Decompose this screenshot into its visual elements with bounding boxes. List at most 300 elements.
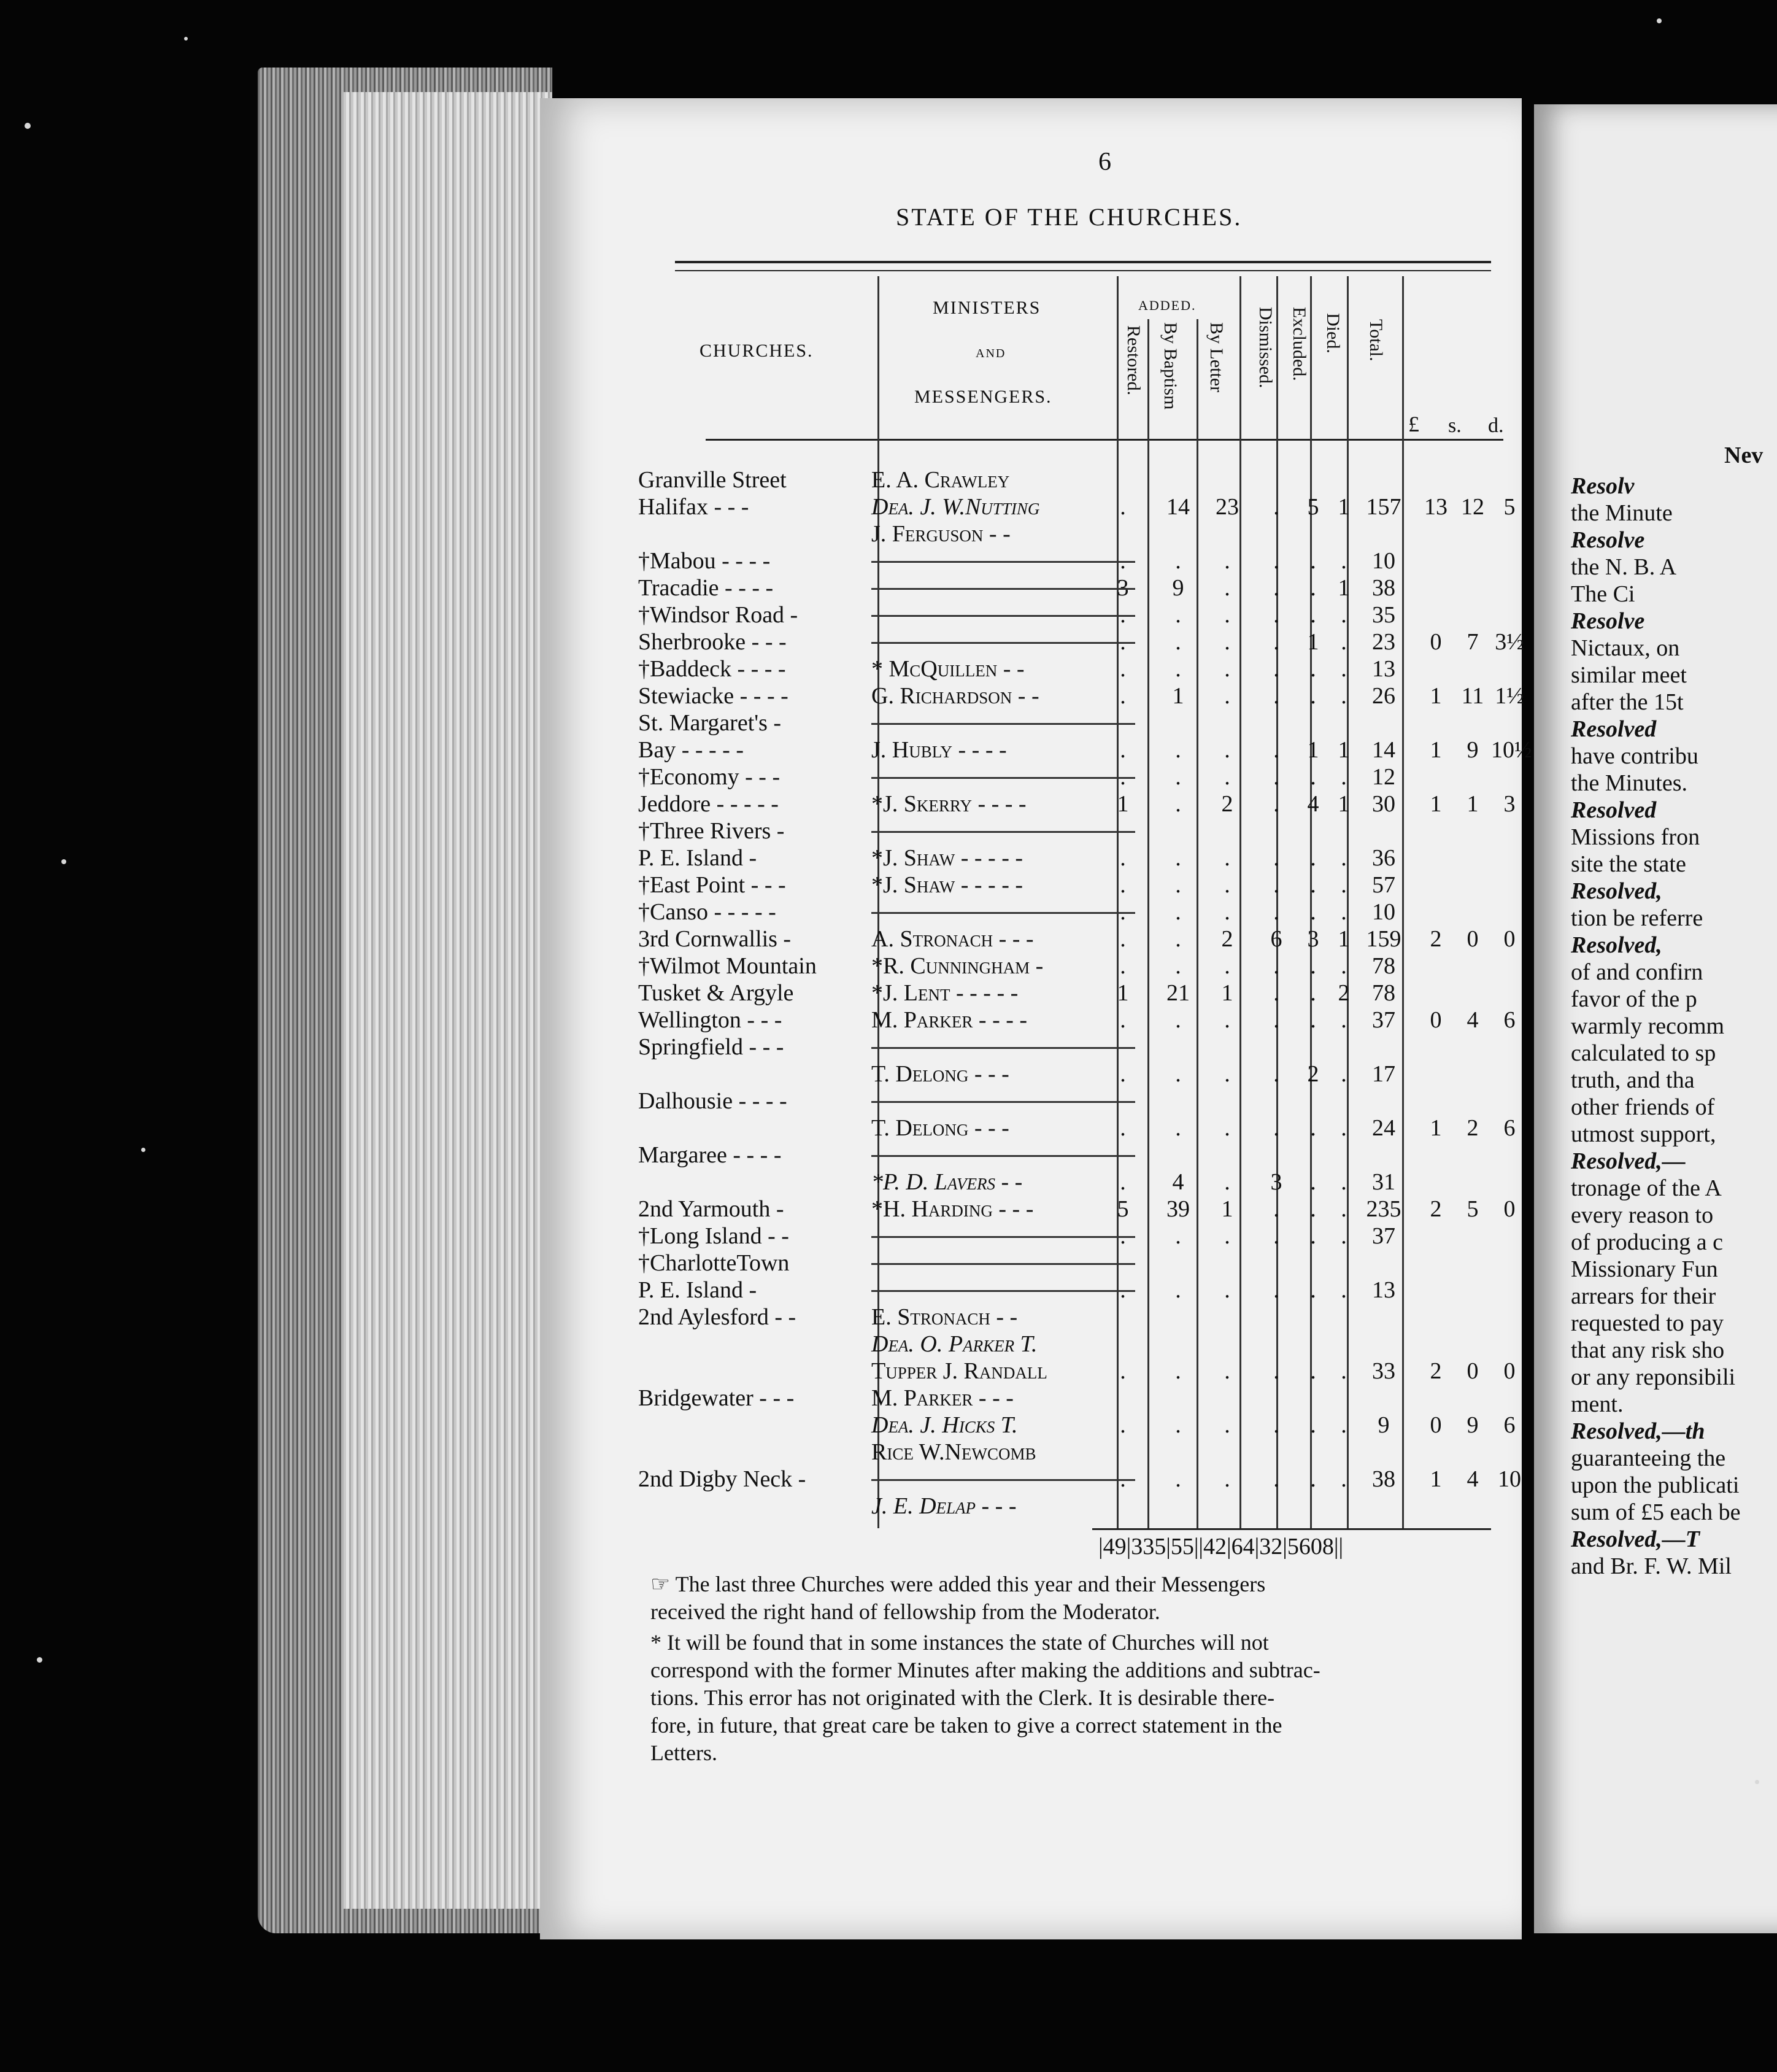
blank-minister-rule	[871, 1479, 1135, 1481]
excluded-count: .	[1310, 1223, 1316, 1249]
right-page-line	[1571, 554, 1676, 581]
footnote-line-1: ☞ The last three Churches were added this year and their Messengers	[650, 1572, 1266, 1596]
died-count: .	[1341, 872, 1347, 898]
dismissed-count: .	[1273, 683, 1279, 709]
died-count: .	[1341, 899, 1347, 925]
footnote-line-2: received the right hand of fellowship from the Moderator.	[650, 1599, 1160, 1624]
baptism-count: .	[1175, 737, 1181, 763]
excluded-count: 3	[1307, 926, 1319, 952]
shillings-value: 1	[1467, 791, 1479, 817]
blank-minister-rule	[871, 1290, 1135, 1292]
letter-count: .	[1224, 1358, 1230, 1384]
died-count: .	[1341, 602, 1347, 628]
table-row	[638, 1493, 1516, 1520]
excluded-count: .	[1310, 1412, 1316, 1438]
dismissed-count: .	[1273, 575, 1279, 601]
shillings-value: 12	[1461, 494, 1484, 520]
totals-row: |49|335|55||42|64|32|5608||	[1098, 1534, 1344, 1560]
shillings-value: 4	[1467, 1466, 1479, 1492]
right-page-line	[1571, 608, 1644, 635]
table-row	[638, 845, 1516, 872]
minister-name: *H. Harding - - -	[871, 1196, 1034, 1222]
resolution-text: similar meet	[1571, 662, 1687, 688]
minister-name: Dea. J. Hicks T.	[871, 1412, 1018, 1438]
total-count: 24	[1372, 1115, 1395, 1141]
table-row	[638, 547, 1516, 574]
total-count: 38	[1372, 575, 1395, 601]
right-page-line	[1571, 1067, 1695, 1094]
right-page-line	[1571, 1256, 1718, 1283]
right-page-line	[1724, 442, 1763, 469]
resolution-text: the Minute	[1571, 500, 1673, 526]
minister-name: * McQuillen - -	[871, 656, 1025, 682]
total-count: 23	[1372, 629, 1395, 655]
table-row	[638, 1412, 1516, 1439]
right-page-line	[1571, 1121, 1716, 1148]
right-page-line	[1571, 1040, 1716, 1067]
church-name: P. E. Island -	[638, 1277, 757, 1303]
baptism-count: 1	[1172, 683, 1184, 709]
died-count: 1	[1338, 791, 1350, 817]
church-name: 3rd Cornwallis -	[638, 926, 792, 952]
excluded-count: 1	[1307, 629, 1319, 655]
baptism-count: .	[1175, 791, 1181, 817]
baptism-count: .	[1175, 1061, 1181, 1087]
restored-count: .	[1120, 926, 1126, 952]
shillings-value: 9	[1467, 1412, 1479, 1438]
letter-count: .	[1224, 1169, 1230, 1195]
header-excluded: Excluded.	[1289, 307, 1309, 381]
right-page-line	[1571, 1337, 1724, 1364]
total-count: 12	[1372, 764, 1395, 790]
letter-count: .	[1224, 683, 1230, 709]
dismissed-count: .	[1273, 1358, 1279, 1384]
excluded-count: .	[1310, 980, 1316, 1006]
pounds-value: 1	[1430, 791, 1442, 817]
dismissed-count: .	[1273, 1277, 1279, 1303]
totals-rule	[1092, 1528, 1491, 1530]
dismissed-count: .	[1273, 1061, 1279, 1087]
baptism-count: 21	[1166, 980, 1190, 1006]
church-name: †Long Island - -	[638, 1223, 789, 1249]
table-row	[638, 1088, 1516, 1115]
footnote-line-4: correspond with the former Minutes after making the additions and subtrac-	[650, 1658, 1320, 1682]
table-row	[638, 1466, 1521, 1493]
blank-minister-rule	[871, 1101, 1135, 1103]
baptism-count: .	[1175, 1223, 1181, 1249]
total-count: 30	[1372, 791, 1395, 817]
church-name: Tracadie - - - -	[638, 575, 774, 601]
table-row	[638, 1250, 1516, 1277]
excluded-count: 1	[1307, 737, 1319, 763]
restored-count: 1	[1117, 980, 1129, 1006]
resolution-text: tion be referre	[1571, 905, 1703, 931]
resolution-text: that any risk sho	[1571, 1337, 1725, 1363]
shillings-value: 0	[1467, 1358, 1479, 1384]
right-page-line	[1571, 716, 1656, 743]
dismissed-count: .	[1273, 1223, 1279, 1249]
excluded-count: .	[1310, 764, 1316, 790]
excluded-count: .	[1310, 872, 1316, 898]
letter-count: .	[1224, 899, 1230, 925]
baptism-count: .	[1175, 764, 1181, 790]
excluded-count: .	[1310, 899, 1316, 925]
baptism-count: .	[1175, 872, 1181, 898]
letter-count: 2	[1221, 926, 1233, 952]
resolution-heading: Resolve	[1571, 527, 1645, 553]
table-row	[638, 628, 1524, 655]
restored-count: 5	[1117, 1196, 1129, 1222]
table-row	[638, 1358, 1516, 1385]
church-name: 2nd Digby Neck -	[638, 1466, 806, 1492]
letter-count: .	[1224, 764, 1230, 790]
letter-count: .	[1224, 602, 1230, 628]
died-count: .	[1341, 1412, 1347, 1438]
header-ministers-3: MESSENGERS.	[914, 387, 1052, 407]
baptism-count: .	[1175, 926, 1181, 952]
total-count: 35	[1372, 602, 1395, 628]
header-rule-bottom	[706, 439, 1503, 441]
table-row	[638, 1385, 1516, 1412]
died-count: .	[1341, 1007, 1347, 1033]
table-row	[638, 682, 1524, 709]
table-row	[638, 926, 1516, 953]
dismissed-count: .	[1273, 548, 1279, 574]
resolution-text: arrears for their	[1571, 1283, 1716, 1309]
died-count: .	[1341, 1466, 1347, 1492]
blank-minister-rule	[871, 1263, 1135, 1265]
died-count: .	[1341, 1061, 1347, 1087]
table-row	[638, 466, 1516, 493]
header-rule-top	[675, 261, 1491, 263]
died-count: 1	[1338, 575, 1350, 601]
header-ministers-2: AND	[976, 347, 1006, 360]
church-name: Jeddore - - - - -	[638, 791, 779, 817]
pence-value: 6	[1503, 1412, 1516, 1438]
resolution-heading: Resolved,—T	[1571, 1526, 1700, 1552]
pence-value: 10½	[1491, 737, 1532, 763]
minister-name: *P. D. Lavers - -	[871, 1169, 1023, 1195]
header-dismissed: Dismissed.	[1255, 307, 1276, 388]
church-name: †Economy - - -	[638, 764, 781, 790]
minister-name: *J. Shaw - - - - -	[871, 872, 1023, 898]
died-count: .	[1341, 845, 1347, 871]
minister-name: *J. Skerry - - - -	[871, 791, 1027, 817]
restored-count: .	[1120, 953, 1126, 979]
pence-value: 0	[1503, 1196, 1516, 1222]
minister-name: J. Ferguson - -	[871, 521, 1011, 547]
resolution-heading: Resolved,	[1571, 932, 1662, 958]
church-name: †East Point - - -	[638, 872, 786, 898]
letter-count: 2	[1221, 791, 1233, 817]
table-row	[638, 1331, 1516, 1358]
died-count: .	[1341, 1115, 1347, 1141]
letter-count: .	[1224, 737, 1230, 763]
letter-count: .	[1224, 656, 1230, 682]
restored-count: .	[1120, 683, 1126, 709]
resolution-text: requested to pay	[1571, 1310, 1724, 1336]
resolution-text: tronage of the A	[1571, 1175, 1722, 1201]
page-number: 6	[1098, 148, 1111, 176]
blank-minister-rule	[871, 588, 1135, 590]
excluded-count: .	[1310, 1169, 1316, 1195]
church-name: †CharlotteTown	[638, 1250, 790, 1276]
pounds-value: 2	[1430, 1196, 1442, 1222]
resolution-text: the N. B. A	[1571, 554, 1677, 580]
right-page-line	[1571, 1094, 1714, 1121]
dismissed-count: .	[1273, 1115, 1279, 1141]
dust-speck	[37, 1657, 42, 1663]
right-page-line	[1571, 1364, 1735, 1391]
table-row	[638, 818, 1516, 845]
resolution-text: The Ci	[1571, 581, 1635, 607]
resolution-text: have contribu	[1571, 743, 1698, 769]
resolution-text: of and confirn	[1571, 959, 1703, 985]
church-name: Tusket & Argyle	[638, 980, 794, 1006]
church-name: Bridgewater - - -	[638, 1385, 795, 1411]
resolution-text: Missionary Fun	[1571, 1256, 1718, 1282]
resolution-heading: Resolve	[1571, 608, 1645, 634]
excluded-count: .	[1310, 683, 1316, 709]
right-page-line	[1571, 689, 1684, 716]
baptism-count: .	[1175, 1412, 1181, 1438]
right-page-line	[1571, 1526, 1700, 1553]
table-row	[638, 1196, 1516, 1223]
book-page-edges-inner	[344, 92, 552, 1909]
table-row	[638, 1439, 1516, 1466]
table-row	[638, 736, 1532, 763]
letter-count: .	[1224, 1061, 1230, 1087]
minister-name: J. Hubly - - - -	[871, 737, 1007, 763]
total-count: 235	[1366, 1196, 1401, 1222]
restored-count: .	[1120, 494, 1126, 520]
pence-value: 6	[1503, 1007, 1516, 1033]
died-count: .	[1341, 548, 1347, 574]
right-page-line	[1571, 1013, 1724, 1040]
excluded-count: .	[1310, 1115, 1316, 1141]
church-name: P. E. Island -	[638, 845, 757, 871]
restored-count: .	[1120, 737, 1126, 763]
resolution-text: and Br. F. W. Mil	[1571, 1553, 1732, 1579]
died-count: .	[1341, 1169, 1347, 1195]
right-page-line	[1571, 635, 1679, 662]
right-page-line	[1571, 662, 1687, 689]
dust-speck	[1657, 18, 1662, 23]
right-page-line	[1571, 1148, 1686, 1175]
church-name: St. Margaret's -	[638, 710, 782, 736]
minister-name: T. Delong - - -	[871, 1115, 1009, 1141]
shillings-value: 2	[1467, 1115, 1479, 1141]
excluded-count: .	[1310, 602, 1316, 628]
blank-minister-rule	[871, 1236, 1135, 1238]
excluded-count: .	[1310, 1196, 1316, 1222]
right-page-line	[1571, 1445, 1725, 1472]
right-page-line	[1571, 986, 1697, 1013]
pounds-value: 1	[1430, 1115, 1442, 1141]
total-count: 13	[1372, 1277, 1395, 1303]
header-letter: By Letter	[1206, 322, 1227, 393]
resolution-text: or any reponsibili	[1571, 1364, 1736, 1390]
table-row	[638, 1061, 1516, 1088]
table-row	[638, 520, 1516, 547]
resolution-text: truth, and tha	[1571, 1067, 1695, 1093]
resolution-text: Nev	[1724, 443, 1764, 468]
resolution-text: upon the publicati	[1571, 1472, 1740, 1498]
died-count: .	[1341, 1196, 1347, 1222]
excluded-count: .	[1310, 1007, 1316, 1033]
resolution-text: site the state	[1571, 851, 1686, 877]
excluded-count: .	[1310, 575, 1316, 601]
resolution-text: warmly recomm	[1571, 1013, 1725, 1039]
table-row	[638, 791, 1516, 818]
minister-name: M. Parker - - -	[871, 1385, 1014, 1411]
resolution-text: sum of £5 each be	[1571, 1499, 1741, 1525]
church-name: Bay - - - - -	[638, 737, 744, 763]
died-count: .	[1341, 953, 1347, 979]
table-row	[638, 1142, 1516, 1169]
resolution-text: Nictaux, on	[1571, 635, 1680, 661]
right-page-line	[1571, 824, 1700, 851]
right-page-line	[1571, 905, 1703, 932]
pounds-value: 0	[1430, 629, 1442, 655]
total-count: 13	[1372, 656, 1395, 682]
pence-value: 3½	[1495, 629, 1524, 655]
dust-speck	[141, 1148, 145, 1152]
footnote-line-6: fore, in future, that great care be taken to give a correct statement in the	[650, 1713, 1282, 1738]
baptism-count: .	[1175, 548, 1181, 574]
church-name: 2nd Yarmouth -	[638, 1196, 784, 1222]
died-count: .	[1341, 1223, 1347, 1249]
baptism-count: .	[1175, 953, 1181, 979]
dismissed-count: .	[1273, 602, 1279, 628]
church-name: †Three Rivers -	[638, 818, 785, 844]
pounds-value: 1	[1430, 737, 1442, 763]
church-name: †Windsor Road -	[638, 602, 798, 628]
shillings-value: 9	[1467, 737, 1479, 763]
excluded-count: .	[1310, 845, 1316, 871]
header-baptism: By Baptism	[1160, 322, 1181, 410]
letter-count: .	[1224, 1115, 1230, 1141]
total-count: 57	[1372, 872, 1395, 898]
letter-count: .	[1224, 1007, 1230, 1033]
total-count: 157	[1366, 494, 1401, 520]
header-died: Died.	[1323, 313, 1343, 354]
dust-speck	[61, 859, 66, 864]
right-page-line	[1571, 1418, 1705, 1445]
baptism-count: 9	[1172, 575, 1184, 601]
resolution-text: other friends of	[1571, 1094, 1715, 1120]
right-page-line	[1571, 770, 1687, 797]
table-row	[638, 899, 1516, 926]
table-row	[638, 709, 1516, 736]
restored-count: .	[1120, 1358, 1126, 1384]
right-page-line	[1571, 1499, 1740, 1526]
pounds-value: 0	[1430, 1412, 1442, 1438]
died-count: .	[1341, 1358, 1347, 1384]
letter-count: .	[1224, 953, 1230, 979]
header-restored: Restored.	[1124, 325, 1144, 396]
dismissed-count: 3	[1270, 1169, 1282, 1195]
letter-count: 23	[1216, 494, 1239, 520]
baptism-count: 4	[1172, 1169, 1184, 1195]
dismissed-count: .	[1273, 656, 1279, 682]
minister-name: *J. Shaw - - - - -	[871, 845, 1023, 871]
dismissed-count: .	[1273, 1412, 1279, 1438]
excluded-count: .	[1310, 548, 1316, 574]
letter-count: .	[1224, 845, 1230, 871]
minister-name: E. A. Crawley	[871, 467, 1010, 493]
header-pence: d.	[1488, 414, 1504, 437]
church-name: Sherbrooke - - -	[638, 629, 787, 655]
blank-minister-rule	[871, 777, 1135, 779]
shillings-value: 0	[1467, 926, 1479, 952]
church-name: Halifax - - -	[638, 494, 749, 520]
excluded-count: 5	[1307, 494, 1319, 520]
dismissed-count: .	[1273, 872, 1279, 898]
blank-minister-rule	[871, 642, 1135, 644]
resolution-text: favor of the p	[1571, 986, 1697, 1012]
restored-count: .	[1120, 1061, 1126, 1087]
footnote-line-7: Letters.	[650, 1741, 717, 1765]
resolution-text: the Minutes.	[1571, 770, 1687, 796]
minister-name: Dea. O. Parker T.	[871, 1331, 1038, 1357]
resolution-text: every reason to	[1571, 1202, 1714, 1228]
letter-count: .	[1224, 629, 1230, 655]
church-name: Springfield - - -	[638, 1034, 784, 1060]
letter-count: 1	[1221, 980, 1233, 1006]
church-name: 2nd Aylesford - -	[638, 1304, 796, 1330]
minister-name: Rice W.Newcomb	[871, 1439, 1036, 1465]
pounds-value: 2	[1430, 1358, 1442, 1384]
shillings-value: 5	[1467, 1196, 1479, 1222]
blank-minister-rule	[871, 912, 1135, 914]
header-added: ADDED.	[1138, 298, 1197, 313]
total-count: 17	[1372, 1061, 1395, 1087]
header-ministers-1: MINISTERS	[933, 298, 1041, 318]
restored-count: .	[1120, 1115, 1126, 1141]
pounds-value: 1	[1430, 683, 1442, 709]
right-page-line	[1571, 1472, 1739, 1499]
resolution-text: after the 15t	[1571, 689, 1684, 715]
total-count: 36	[1372, 845, 1395, 871]
pence-value: 10	[1498, 1466, 1521, 1492]
church-name: Wellington - - -	[638, 1007, 782, 1033]
pounds-value: 0	[1430, 1007, 1442, 1033]
dismissed-count: .	[1273, 1466, 1279, 1492]
restored-count: .	[1120, 656, 1126, 682]
total-count: 14	[1372, 737, 1395, 763]
right-page-line	[1571, 797, 1656, 824]
right-page-line	[1571, 1283, 1716, 1310]
total-count: 37	[1372, 1007, 1395, 1033]
died-count: .	[1341, 764, 1347, 790]
letter-count: .	[1224, 548, 1230, 574]
table-row	[638, 1169, 1516, 1196]
letter-count: .	[1224, 1223, 1230, 1249]
pence-value: 6	[1503, 1115, 1516, 1141]
dismissed-count: .	[1273, 953, 1279, 979]
died-count: 1	[1338, 494, 1350, 520]
church-name: Granville Street	[638, 467, 787, 493]
table-row	[638, 1304, 1516, 1331]
restored-count: 1	[1117, 791, 1129, 817]
dismissed-count: .	[1273, 764, 1279, 790]
restored-count: .	[1120, 1169, 1126, 1195]
restored-count: .	[1120, 1412, 1126, 1438]
table-row	[638, 763, 1516, 791]
table-row	[638, 953, 1516, 980]
died-count: .	[1341, 629, 1347, 655]
